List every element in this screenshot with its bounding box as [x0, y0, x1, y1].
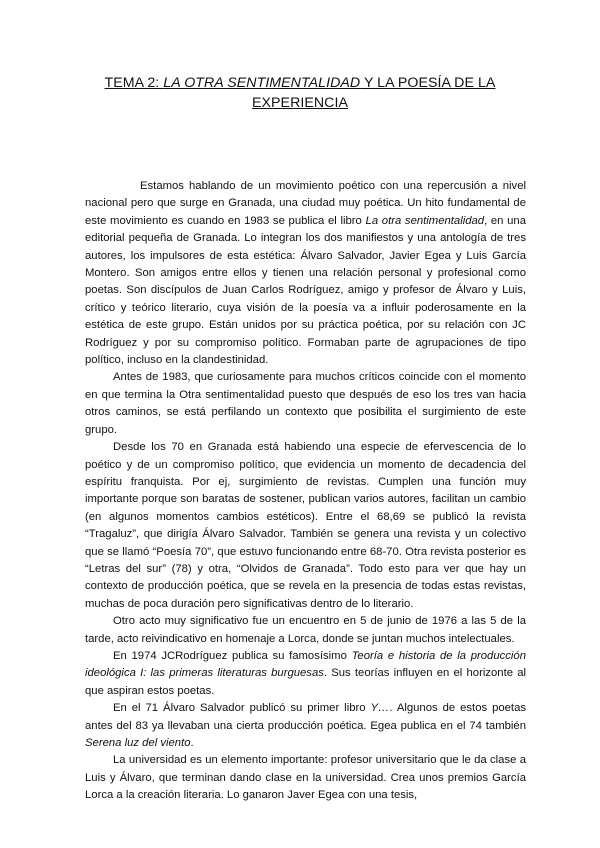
title-line2: EXPERIENCIA [252, 95, 348, 111]
document-body [85, 178, 526, 805]
paragraph-2: Antes de 1983, que curiosamente para muchos críticos coincide con el momento en que termina la Otra sentimentalidad puesto que después de eso los tres van hacia otros caminos, se está perfilando un contexto que posibilita el surgimiento de este grupo. [85, 371, 526, 436]
book-title: Serena luz del viento [85, 737, 191, 749]
paragraph-6-text: En el 71 Álvaro Salvador publicó su primer libro [113, 702, 371, 715]
book-title: Y… [370, 702, 390, 715]
paragraph-6-text-cont: . Algunos de estos poetas antes del 83 ya llevaban una cierta producción poética. Egea publica en el 74 también [85, 702, 526, 732]
paragraph-1-text: Estamos hablando de un movimiento poético con una repercusión a nivel nacional pero que surge en Granada, una ciudad muy poética. Un hito fundamental de este movimiento es cuando en 1983 se publica el libro [85, 180, 526, 227]
paragraph-1-text-cont: , en una editorial pequeña de Granada. Lo integran los dos manifiestos y una antología de tres autores, los impulsores de esta estética: Álvaro Salvador, Javier Egea y Luis García Montero. Son amigos entre ellos y tienen una relación personal y profesional como poetas. Son discípulos de Juan Carlos Rodríguez, amigo y profesor de Álvaro y Luis, crítico y teórico literario, cuya visión de la poesía va a influir poderosamente en la estética de este grupo. Están unidos por su práctica poética, por su relación con JC Rodríguez y por su compromiso político. Formaban parte de agrupaciones de tipo político, incluso en la clandestinidad. [85, 214, 526, 367]
paragraph-7: La universidad es un elemento importante: profesor universitario que le da clase a Luis y Álvaro, que terminan dando clase en la universidad. Crea unos premios García Lorca a la creación literaria. Lo ganaron Javer Egea con una tesis, [85, 754, 526, 802]
paragraph-5-text-cont: . Sus teorías influyen en el horizonte al que aspiran estos poetas. [85, 667, 526, 697]
paragraph-6 [85, 700, 526, 752]
title-book-name: LA OTRA SENTIMENTALIDAD [163, 75, 361, 91]
page-title [60, 73, 540, 113]
paragraph-4: Otro acto muy significativo fue un encuentro en 5 de junio de 1976 a las 5 de la tarde, acto reivindicativo en homenaje a Lorca, donde se juntan muchos intelectuales. [85, 615, 526, 645]
book-title: Teoría e historia de la producción ideológica I: las primeras literaturas burguesas [85, 649, 526, 680]
paragraph-3: Desde los 70 en Granada está habiendo una especie de efervescencia de lo poético y de un compromiso político, que evidencia un momento de decadencia del espíritu franquista. Por ej, surgimiento de revistas. Cumplen una función muy importante porque son baratas de sostener, publican varios autores, facilitan un cambio (en algunos momentos cambios estéticos). Entre el 68,69 se publicó la revista “Tragaluz”, que dirigía Álvaro Salvador. También se genera una revista y un colectivo que se llamó “Poesía 70”, que estuvo funcionando entre 68-70. Otra revista posterior es “Letras del sur” (78) y otra, “Olvidos de Granada”. Todo esto para ver que hay un contexto de producción poética, que se revela en la presencia de todas estas revistas, muchas de poca duración pero significativas dentro de lo literario. [85, 441, 526, 610]
book-title: La otra sentimentalidad [365, 214, 485, 227]
title-rest: Y LA POESÍA DE LA [360, 75, 496, 91]
paragraph-1 [85, 178, 526, 369]
paragraph-5-text: En 1974 JCRodríguez publica su famosísimo [113, 649, 352, 662]
paragraph-6-text-end: . [190, 737, 194, 749]
paragraph-5 [85, 648, 526, 700]
title-prefix: TEMA 2: [104, 75, 164, 91]
